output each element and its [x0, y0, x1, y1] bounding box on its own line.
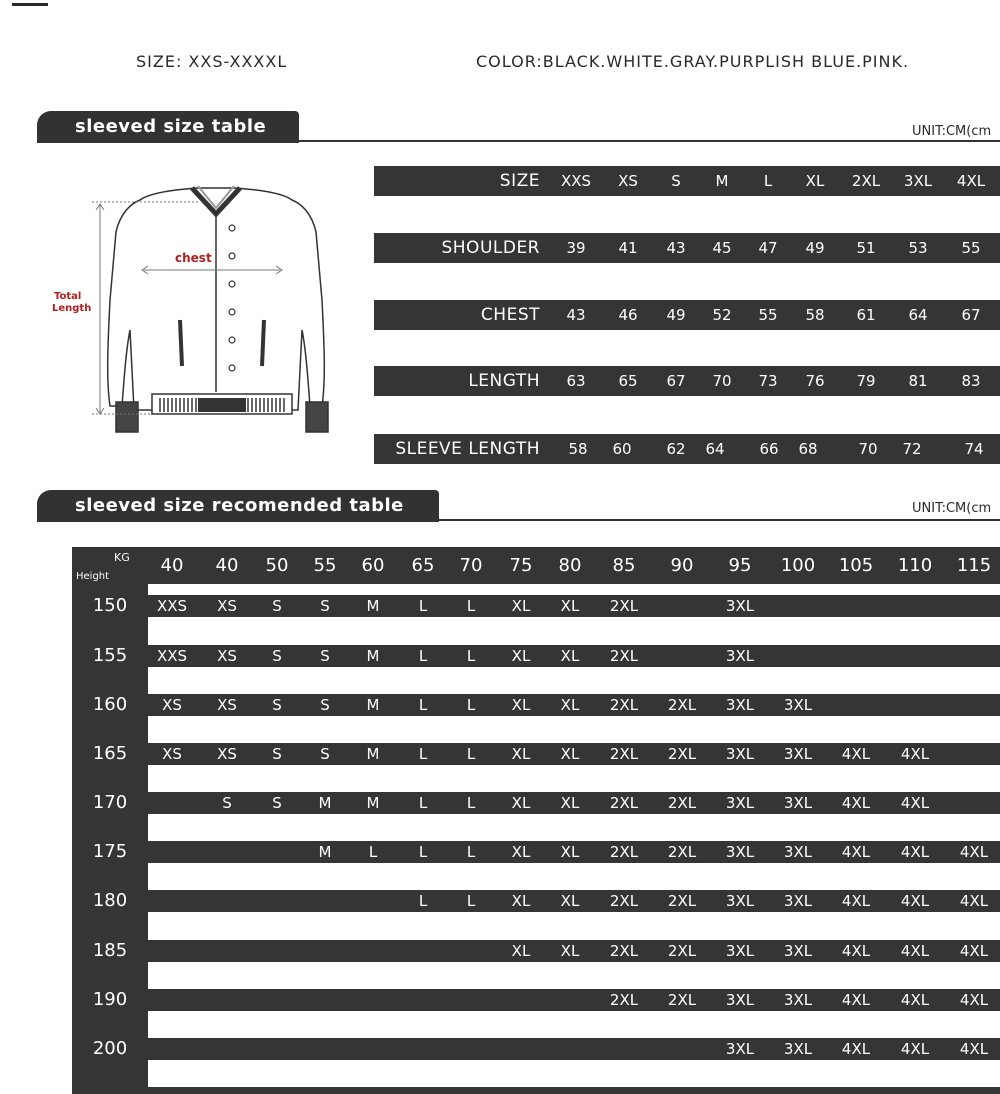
size-cell: 3XL	[903, 172, 933, 190]
height-cell: 160	[92, 694, 128, 715]
size-cell: 4XL	[956, 172, 986, 190]
size-cell: M	[318, 843, 332, 861]
size-cell: 46	[618, 306, 638, 324]
size-cell: XL	[560, 597, 580, 615]
weight-header-cell: 50	[265, 555, 289, 576]
size-cell: 61	[856, 306, 876, 324]
weight-header-cell: 90	[670, 555, 694, 576]
size-cell: 3XL	[725, 892, 755, 910]
total-length-label-line2: Length	[52, 303, 92, 314]
size-cell: M	[366, 794, 380, 812]
size-table-row	[374, 233, 1000, 263]
size-cell: 73	[758, 372, 778, 390]
size-cell: 3XL	[783, 794, 813, 812]
size-cell: 3XL	[725, 794, 755, 812]
size-cell: L	[418, 892, 428, 910]
height-cell: 180	[92, 890, 128, 911]
size-cell: XXS	[156, 647, 188, 665]
size-cell: 4XL	[841, 745, 871, 763]
weight-header-cell: 70	[459, 555, 483, 576]
size-cell: 81	[908, 372, 928, 390]
size-cell: 2XL	[851, 172, 881, 190]
size-cell: 2XL	[609, 696, 639, 714]
row-label: LENGTH	[468, 371, 540, 391]
top-divider	[12, 3, 48, 6]
row-label: SIZE	[499, 171, 540, 191]
size-cell: 67	[961, 306, 981, 324]
size-cell: 4XL	[959, 991, 989, 1009]
size-cell: 2XL	[667, 745, 697, 763]
size-cell: 4XL	[900, 745, 930, 763]
size-cell: L	[763, 172, 773, 190]
table-row	[148, 743, 1000, 765]
size-cell: XL	[560, 647, 580, 665]
size-cell: 51	[856, 239, 876, 257]
size-cell: 3XL	[783, 942, 813, 960]
size-cell: L	[418, 745, 428, 763]
section-size-table-rule	[37, 140, 1000, 142]
size-table-row	[374, 366, 1000, 396]
size-cell: XL	[560, 794, 580, 812]
size-cell: 4XL	[959, 843, 989, 861]
table-row	[148, 890, 1000, 912]
size-cell: 4XL	[841, 991, 871, 1009]
size-cell: 49	[805, 239, 825, 257]
size-cell: 3XL	[783, 991, 813, 1009]
size-cell: 3XL	[725, 696, 755, 714]
table-row	[148, 792, 1000, 814]
size-cell: 3XL	[725, 991, 755, 1009]
size-cell: 3XL	[783, 696, 813, 714]
size-cell: 3XL	[725, 597, 755, 615]
weight-header-row	[72, 547, 1000, 584]
height-cell: 150	[92, 595, 128, 616]
size-cell: 3XL	[783, 1040, 813, 1058]
size-cell: S	[272, 794, 282, 812]
size-cell: 4XL	[900, 1040, 930, 1058]
size-cell: M	[366, 647, 380, 665]
size-cell: 3XL	[725, 942, 755, 960]
size-cell: 74	[964, 440, 984, 458]
size-cell: 2XL	[667, 942, 697, 960]
size-cell: 3XL	[725, 745, 755, 763]
table-row	[148, 940, 1000, 962]
weight-header-cell: 95	[728, 555, 752, 576]
size-cell: 2XL	[609, 991, 639, 1009]
height-cell: 155	[92, 645, 128, 666]
size-cell: XL	[511, 794, 531, 812]
table-row	[148, 595, 1000, 617]
size-range-text: SIZE: XXS-XXXXL	[136, 52, 288, 71]
size-cell: 4XL	[959, 892, 989, 910]
size-cell: L	[466, 647, 476, 665]
total-length-label-line1: Total	[54, 291, 82, 302]
color-options-text: COLOR:BLACK.WHITE.GRAY.PURPLISH BLUE.PINK.	[476, 52, 910, 71]
size-cell: M	[366, 696, 380, 714]
size-cell: 2XL	[609, 745, 639, 763]
size-cell: L	[466, 892, 476, 910]
size-cell: 55	[758, 306, 778, 324]
size-cell: S	[222, 794, 232, 812]
table-row-partial	[148, 1087, 1000, 1094]
size-cell: 2XL	[609, 942, 639, 960]
height-cell: 190	[92, 989, 128, 1010]
size-cell: L	[466, 794, 476, 812]
size-cell: 4XL	[900, 843, 930, 861]
size-cell: 43	[566, 306, 586, 324]
size-cell: 4XL	[900, 942, 930, 960]
size-cell: XS	[217, 696, 237, 714]
size-cell: 66	[759, 440, 779, 458]
weight-header-cell: 65	[411, 555, 435, 576]
size-cell: 64	[705, 440, 725, 458]
size-cell: L	[466, 696, 476, 714]
weight-header-cell: 55	[313, 555, 337, 576]
size-cell: XL	[560, 745, 580, 763]
weight-header-cell: 110	[897, 555, 933, 576]
size-cell: 83	[961, 372, 981, 390]
height-cell: 175	[92, 841, 128, 862]
size-cell: S	[272, 745, 282, 763]
size-cell: 4XL	[841, 794, 871, 812]
height-axis-label: Height	[76, 571, 110, 582]
size-cell: 60	[612, 440, 632, 458]
size-cell: M	[366, 745, 380, 763]
kg-axis-label: KG	[114, 551, 130, 564]
size-table-row	[374, 166, 1000, 196]
size-cell: 70	[712, 372, 732, 390]
size-cell: 47	[758, 239, 778, 257]
size-cell: XL	[560, 942, 580, 960]
size-cell: 2XL	[609, 843, 639, 861]
size-cell: XL	[511, 647, 531, 665]
weight-header-cell: 75	[509, 555, 533, 576]
size-cell: S	[272, 647, 282, 665]
weight-header-cell: 40	[160, 555, 184, 576]
weight-header-cell: 80	[558, 555, 582, 576]
size-cell: XL	[511, 745, 531, 763]
size-cell: 2XL	[609, 892, 639, 910]
size-cell: XL	[805, 172, 825, 190]
size-cell: XL	[511, 696, 531, 714]
size-cell: L	[466, 597, 476, 615]
height-cell: 200	[92, 1038, 128, 1059]
size-cell: XL	[511, 597, 531, 615]
size-cell: 76	[805, 372, 825, 390]
size-cell: 70	[858, 440, 878, 458]
chest-label: chest	[175, 251, 212, 265]
size-cell: 2XL	[667, 991, 697, 1009]
size-cell: XS	[217, 597, 237, 615]
size-cell: M	[318, 794, 332, 812]
size-cell: XL	[560, 696, 580, 714]
jacket-diagram	[48, 180, 348, 436]
size-cell: 2XL	[667, 892, 697, 910]
row-label: CHEST	[480, 305, 540, 325]
height-column	[72, 547, 148, 1094]
size-cell: S	[320, 647, 330, 665]
size-cell: 4XL	[841, 843, 871, 861]
size-cell: L	[418, 696, 428, 714]
weight-header-cell: 115	[956, 555, 992, 576]
size-cell: XL	[560, 892, 580, 910]
table-row	[148, 1038, 1000, 1060]
size-cell: L	[418, 794, 428, 812]
size-cell: 53	[908, 239, 928, 257]
size-cell: 4XL	[900, 892, 930, 910]
size-cell: XXS	[156, 597, 188, 615]
table-row	[148, 645, 1000, 667]
weight-header-cell: 105	[838, 555, 874, 576]
height-cell: 185	[92, 940, 128, 961]
size-cell: 2XL	[667, 696, 697, 714]
size-cell: S	[320, 597, 330, 615]
table-row	[148, 989, 1000, 1011]
size-cell: XS	[217, 647, 237, 665]
unit-label-recommended-table: UNIT:CM(cm	[912, 501, 992, 516]
size-cell: 4XL	[900, 991, 930, 1009]
size-cell: 67	[666, 372, 686, 390]
size-cell: 3XL	[783, 843, 813, 861]
size-cell: L	[418, 597, 428, 615]
table-row	[148, 694, 1000, 716]
section-recommended-table-title: sleeved size recomended table	[37, 490, 439, 522]
size-cell: 3XL	[725, 647, 755, 665]
size-cell: S	[320, 696, 330, 714]
weight-header-cell: 60	[361, 555, 385, 576]
size-cell: 62	[666, 440, 686, 458]
size-cell: 3XL	[783, 892, 813, 910]
row-label: SHOULDER	[441, 238, 540, 258]
size-cell: 4XL	[959, 942, 989, 960]
size-cell: 45	[712, 239, 732, 257]
size-cell: XS	[162, 745, 182, 763]
size-cell: 4XL	[841, 942, 871, 960]
size-cell: 3XL	[783, 745, 813, 763]
size-cell: L	[466, 843, 476, 861]
size-cell: XL	[511, 892, 531, 910]
size-cell: S	[671, 172, 681, 190]
size-cell: S	[320, 745, 330, 763]
size-cell: 2XL	[667, 794, 697, 812]
section-size-table-title: sleeved size table	[37, 111, 299, 143]
weight-header-cell: 100	[780, 555, 816, 576]
size-cell: 63	[566, 372, 586, 390]
size-cell: 4XL	[959, 1040, 989, 1058]
size-cell: 65	[618, 372, 638, 390]
row-label: SLEEVE LENGTH	[395, 439, 540, 459]
size-cell: XL	[511, 843, 531, 861]
size-cell: 39	[566, 239, 586, 257]
height-cell: 165	[92, 743, 128, 764]
size-cell: M	[715, 172, 729, 190]
weight-header-cell: 85	[612, 555, 636, 576]
size-cell: 68	[798, 440, 818, 458]
size-cell: 3XL	[725, 843, 755, 861]
size-cell: L	[466, 745, 476, 763]
size-cell: 2XL	[609, 597, 639, 615]
unit-label-size-table: UNIT:CM(cm	[912, 124, 992, 139]
size-cell: XS	[217, 745, 237, 763]
size-cell: XL	[560, 843, 580, 861]
height-cell: 170	[92, 792, 128, 813]
size-cell: S	[272, 597, 282, 615]
size-cell: 2XL	[609, 794, 639, 812]
size-cell: 64	[908, 306, 928, 324]
size-cell: 4XL	[841, 1040, 871, 1058]
table-row	[148, 841, 1000, 863]
size-cell: 58	[568, 440, 588, 458]
size-cell: XS	[618, 172, 638, 190]
size-cell: 41	[618, 239, 638, 257]
size-cell: M	[366, 597, 380, 615]
size-cell: 3XL	[725, 1040, 755, 1058]
size-cell: 52	[712, 306, 732, 324]
size-cell: 43	[666, 239, 686, 257]
size-cell: XXS	[560, 172, 592, 190]
size-cell: L	[418, 843, 428, 861]
size-cell: S	[272, 696, 282, 714]
size-cell: 2XL	[667, 843, 697, 861]
size-cell: 55	[961, 239, 981, 257]
size-table-row	[374, 300, 1000, 330]
top-clipped-strip	[0, 0, 1000, 9]
weight-header-cell: 40	[215, 555, 239, 576]
size-cell: 58	[805, 306, 825, 324]
size-cell: 2XL	[609, 647, 639, 665]
size-cell: L	[368, 843, 378, 861]
size-cell: 4XL	[841, 892, 871, 910]
size-cell: 4XL	[900, 794, 930, 812]
size-cell: 72	[902, 440, 922, 458]
size-cell: XL	[511, 942, 531, 960]
size-cell: 79	[856, 372, 876, 390]
size-cell: 49	[666, 306, 686, 324]
size-cell: L	[418, 647, 428, 665]
size-table-row	[374, 434, 1000, 464]
size-cell: XS	[162, 696, 182, 714]
section-recommended-table-rule	[37, 519, 1000, 521]
